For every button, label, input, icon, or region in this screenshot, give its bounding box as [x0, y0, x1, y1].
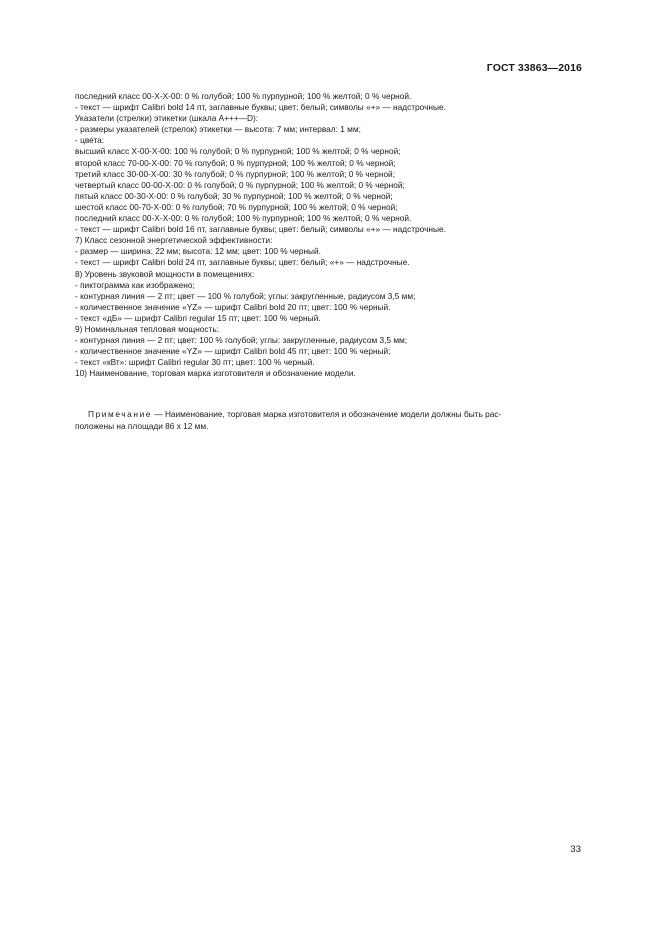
text-line: последний класс 00-X-X-00: 0 % голубой; 100 % пурпурной; 100 % желтой; 0 % черной. — [75, 213, 412, 224]
text-line: второй класс 70-00-X-00: 70 % голубой; 0 % пурпурной; 100 % желтой; 0 % черной; — [75, 157, 396, 168]
note-text-1: — Наименование, торговая марка изготовителя и обозначение модели должны быть рас- — [152, 409, 502, 419]
text-line: 9) Номинальная тепловая мощность: — [75, 323, 219, 334]
text-line: - текст — шрифт Calibri bold 14 пт, заглавные буквы; цвет: белый; символы «+» — надстрочные. — [75, 102, 446, 113]
text-line: - размеры указателей (стрелок) этикетки — высота: 7 мм; интервал: 1 мм; — [75, 124, 361, 135]
text-line: - контурная линия — 2 пт; цвет — 100 % голубой; углы: закругленные, радиусом 3,5 мм; — [75, 290, 416, 301]
text-line: третий класс 30-00-X-00: 30 % голубой; 0 % пурпурной; 100 % желтой; 0 % черной; — [75, 168, 395, 179]
text-line: 8) Уровень звуковой мощности в помещениях: — [75, 268, 255, 279]
text-line: - размер — ширина: 22 мм; высота: 12 мм; цвет: 100 % черный. — [75, 246, 321, 257]
text-line: - текст «дБ» — шрифт Calibri regular 15 пт; цвет: 100 % черный. — [75, 312, 321, 323]
text-line: последний класс 00-X-X-00: 0 % голубой; 100 % пурпурной; 100 % желтой; 0 % черной. — [75, 91, 412, 101]
note-label: Примечание — [88, 409, 153, 419]
text-line: Указатели (стрелки) этикетки (шкала А+++—D): — [75, 113, 259, 124]
page-number: 33 — [570, 844, 581, 855]
text-line: высший класс X-00-X-00: 100 % голубой; 0 % пурпурной; 100 % желтой; 0 % черной; — [75, 146, 401, 157]
text-line: - текст «кВт»: шрифт Calibri regular 30 пт; цвет: 100 % черный. — [75, 357, 315, 368]
text-line: - количественное значение «YZ» — шрифт Calibri bold 20 пт; цвет: 100 % черный. — [75, 301, 391, 312]
text-line: - количественное значение «YZ» — шрифт Calibri bold 45 пт; цвет: 100 % черный; — [75, 346, 391, 357]
text-line: - текст — шрифт Calibri bold 16 пт, заглавные буквы; цвет: белый; символы «+» — надстрочные. — [75, 224, 446, 235]
text-line: пятый класс 00-30-X-00: 0 % голубой; 30 % пурпурной; 100 % желтой; 0 % черной; — [75, 190, 393, 201]
note-line-2: положены на площади 86 х 12 мм. — [75, 420, 209, 431]
standard-header: ГОСТ 33863—2016 — [486, 62, 582, 74]
text-line: шестой класс 00-70-X-00: 0 % голубой; 70 % пурпурной; 100 % желтой; 0 % черной; — [75, 201, 398, 212]
text-line: - цвета: — [75, 135, 105, 146]
text-line: четвертый класс 00-00-X-00: 0 % голубой; 0 % пурпурной; 100 % желтой; 0 % черной; — [75, 179, 405, 190]
note-line-1 — [75, 409, 595, 421]
text-line: 10) Наименование, торговая марка изготовителя и обозначение модели. — [75, 368, 356, 379]
text-line: 7) Класс сезонной энергетической эффективности: — [75, 235, 273, 246]
text-line: - контурная линия — 2 пт; цвет: 100 % голубой; углы: закругленные, радиусом 3,5 мм; — [75, 335, 408, 346]
text-line: - пиктограмма как изображено; — [75, 279, 195, 290]
text-line: - текст — шрифт Calibri bold 24 пт, заглавные буквы; цвет: белый; «+» — надстрочные. — [75, 257, 410, 268]
note-paragraph — [75, 409, 595, 432]
body-text — [75, 91, 595, 379]
